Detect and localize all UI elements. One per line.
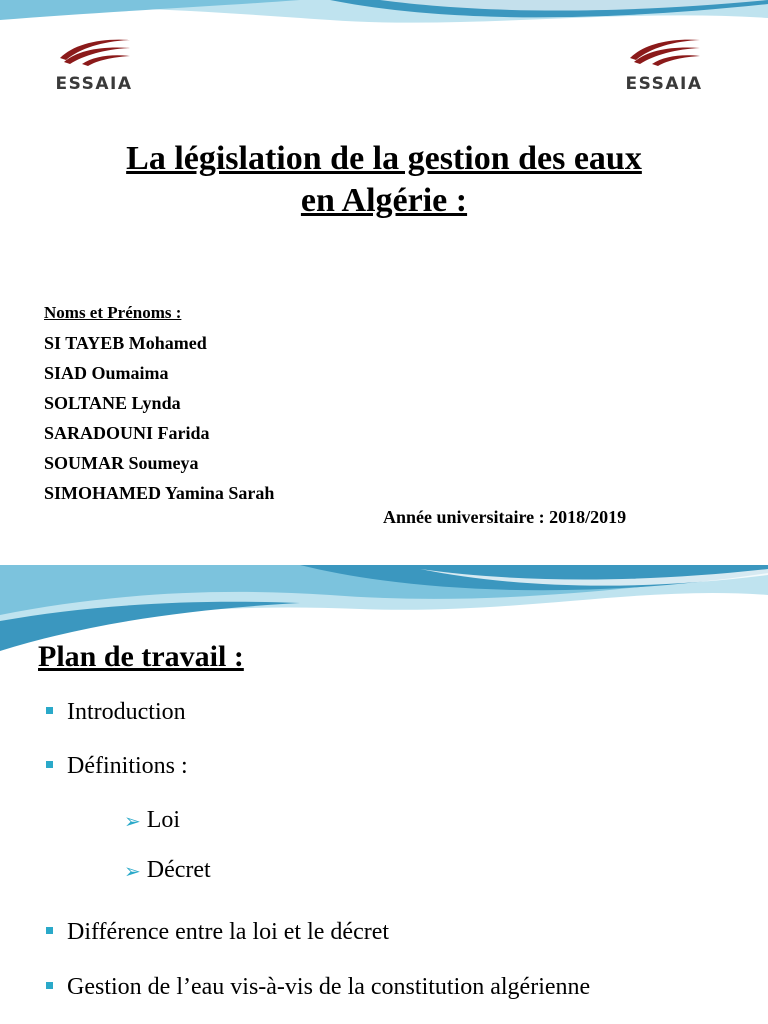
names-header: Noms et Prénoms :	[44, 303, 182, 322]
title-line-1: La législation de la gestion des eaux	[126, 140, 642, 177]
list-item	[46, 699, 186, 726]
author-name: SARADOUNI Farida	[44, 423, 210, 443]
author-name: SOLTANE Lynda	[44, 393, 181, 413]
square-bullet-icon	[46, 927, 53, 934]
plan-title: Plan de travail :	[38, 640, 244, 673]
essaia-logo-left	[36, 28, 152, 100]
author-name: SIMOHAMED Yamina Sarah	[44, 483, 275, 503]
author-list	[44, 298, 274, 508]
sub-list-item	[124, 807, 180, 834]
list-item-text: Définitions :	[67, 753, 188, 779]
list-item	[46, 919, 389, 946]
list-item-text: Introduction	[67, 699, 186, 725]
title-line-2: en Algérie :	[300, 182, 468, 219]
square-bullet-icon	[46, 982, 53, 989]
logo-text: ESSAIA	[55, 74, 133, 94]
list-item-text: Loi	[146, 807, 181, 833]
square-bullet-icon	[46, 761, 53, 768]
essaia-swoosh-icon	[624, 28, 704, 68]
sub-list-item	[124, 857, 211, 884]
essaia-logo-right	[606, 28, 722, 100]
presentation-title	[30, 138, 738, 222]
arrow-bullet-icon: ➢	[124, 808, 141, 833]
author-name: SIAD Oumaima	[44, 363, 169, 383]
list-item-text: Différence entre la loi et le décret	[67, 919, 390, 945]
list-item	[46, 974, 590, 1001]
logo-text: ESSAIA	[625, 74, 703, 94]
arrow-bullet-icon: ➢	[124, 858, 141, 883]
list-item-text: Décret	[146, 857, 211, 883]
author-name: SOUMAR Soumeya	[44, 453, 199, 473]
list-item-text: Gestion de l’eau vis-à-vis de la constitution algérienne	[67, 974, 591, 1000]
author-name: SI TAYEB Mohamed	[44, 333, 207, 353]
list-item	[46, 753, 188, 780]
essaia-swoosh-icon	[54, 28, 134, 68]
square-bullet-icon	[46, 707, 53, 714]
plan-slide	[0, 565, 768, 1024]
academic-year: Année universitaire : 2018/2019	[383, 507, 627, 527]
